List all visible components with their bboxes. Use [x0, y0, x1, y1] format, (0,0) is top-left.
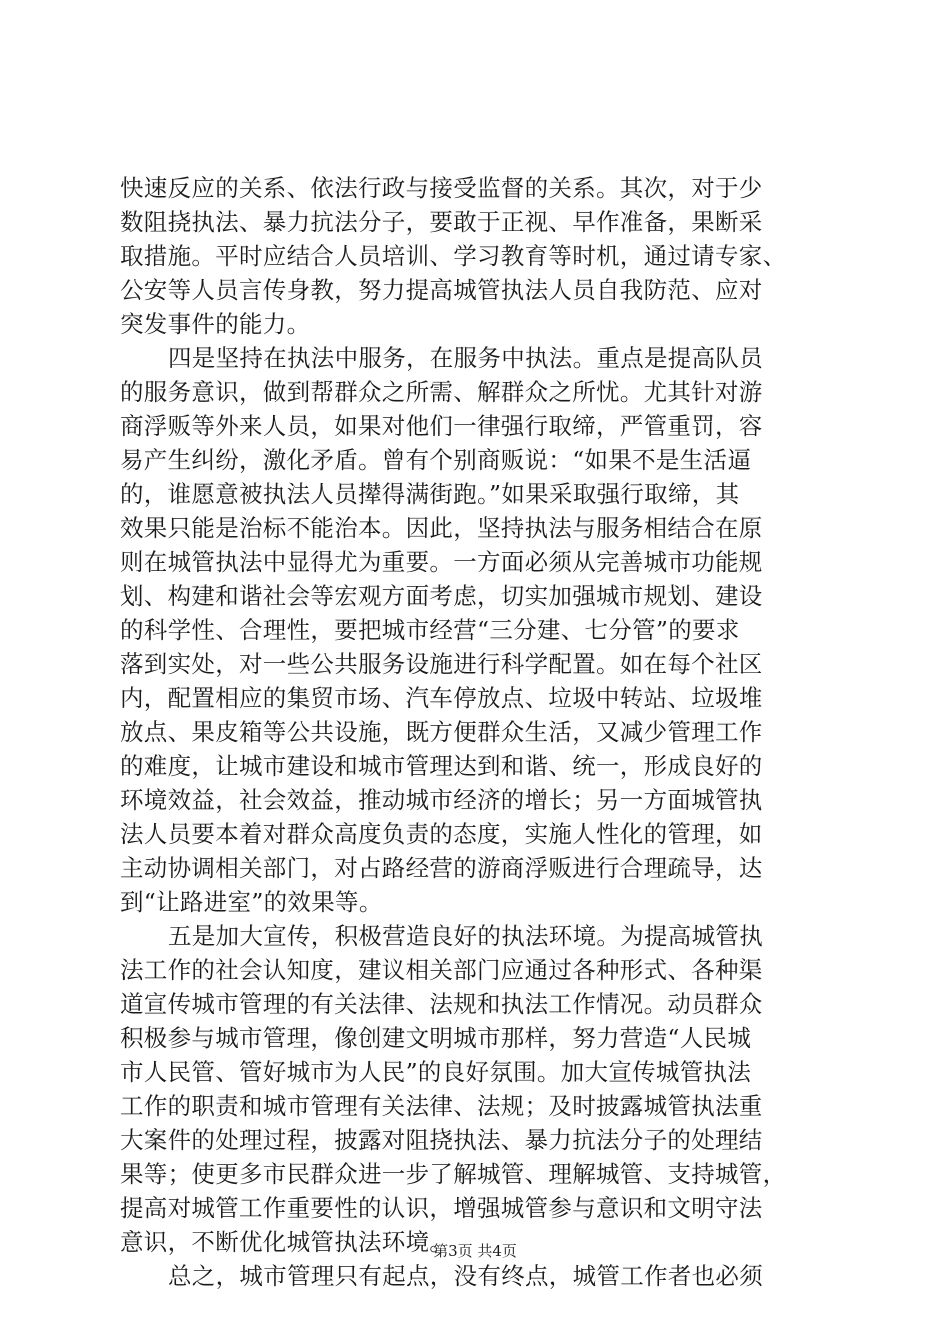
text-line: 道宣传城市管理的有关法律、法规和执法工作情况。动员群众	[120, 990, 763, 1018]
text-line: 工作的职责和城市管理有关法律、法规；及时披露城管执法重	[120, 1092, 763, 1120]
text-line: 放点、果皮箱等公共设施，既方便群众生活，又减少管理工作	[120, 718, 763, 746]
document-body	[120, 171, 835, 1293]
text-line: 法人员要本着对群众高度负责的态度，实施人性化的管理，如	[120, 820, 763, 848]
text-line: 到“让路进室”的效果等。	[120, 888, 383, 916]
text-line: 落到实处，对一些公共服务设施进行科学配置。如在每个社区	[120, 650, 763, 678]
text-line: 提高对城管工作重要性的认识，增强城管参与意识和文明守法	[120, 1194, 763, 1222]
text-line: 的，谁愿意被执法人员撵得满街跑。”如果采取强行取缔，其	[120, 480, 740, 508]
text-line: 商浮贩等外来人员，如果对他们一律强行取缔，严管重罚，容	[120, 412, 763, 440]
text-line: 市人民管、管好城市为人民”的良好氛围。加大宣传城管执法	[120, 1058, 752, 1086]
text-line: 主动协调相关部门，对占路经营的游商浮贩进行合理疏导，达	[120, 854, 763, 882]
text-line: 内，配置相应的集贸市场、汽车停放点、垃圾中转站、垃圾堆	[120, 684, 763, 712]
text-line: 则在城管执法中显得尤为重要。一方面必须从完善城市功能规	[120, 548, 763, 576]
text-line: 果等；使更多市民群众进一步了解城管、理解城管、支持城管，	[120, 1160, 787, 1188]
text-line: 积极参与城市管理，像创建文明城市那样，努力营造“人民城	[120, 1024, 752, 1052]
text-line: 意识，不断优化城管执法环境。	[120, 1228, 454, 1256]
text-line: 快速反应的关系、依法行政与接受监督的关系。其次，对于少	[120, 174, 763, 202]
text-line: 法工作的社会认知度，建议相关部门应通过各种形式、各种渠	[120, 956, 763, 984]
text-line: 效果只能是治标不能治本。因此，坚持执法与服务相结合在原	[120, 514, 763, 542]
text-line: 易产生纠纷，激化矛盾。曾有个别商贩说：“如果不是生活逼	[120, 446, 752, 474]
paragraph-start-line: 五是加大宣传，积极营造良好的执法环境。为提高城管执	[168, 922, 763, 950]
text-line: 突发事件的能力。	[120, 310, 311, 338]
page-footer: 第3页 共4页	[433, 1242, 517, 1260]
text-line: 取措施。平时应结合人员培训、学习教育等时机，通过请专家、	[120, 242, 787, 270]
text-line: 的科学性、合理性，要把城市经营“三分建、七分管”的要求	[120, 616, 740, 644]
text-line: 环境效益，社会效益，推动城市经济的增长；另一方面城管执	[120, 786, 763, 814]
text-line: 的服务意识，做到帮群众之所需、解群众之所忧。尤其针对游	[120, 378, 763, 406]
text-line: 公安等人员言传身教，努力提高城管执法人员自我防范、应对	[120, 276, 763, 304]
text-line: 划、构建和谐社会等宏观方面考虑，切实加强城市规划、建设	[120, 582, 763, 610]
text-line: 数阻挠执法、暴力抗法分子，要敢于正视、早作准备，果断采	[120, 208, 763, 236]
paragraph-start-line: 四是坚持在执法中服务，在服务中执法。重点是提高队员	[168, 344, 763, 372]
paragraph-start-line: 总之，城市管理只有起点，没有终点，城管工作者也必须	[168, 1262, 763, 1290]
text-line: 大案件的处理过程，披露对阻挠执法、暴力抗法分子的处理结	[120, 1126, 763, 1154]
text-line: 的难度，让城市建设和城市管理达到和谐、统一，形成良好的	[120, 752, 763, 780]
